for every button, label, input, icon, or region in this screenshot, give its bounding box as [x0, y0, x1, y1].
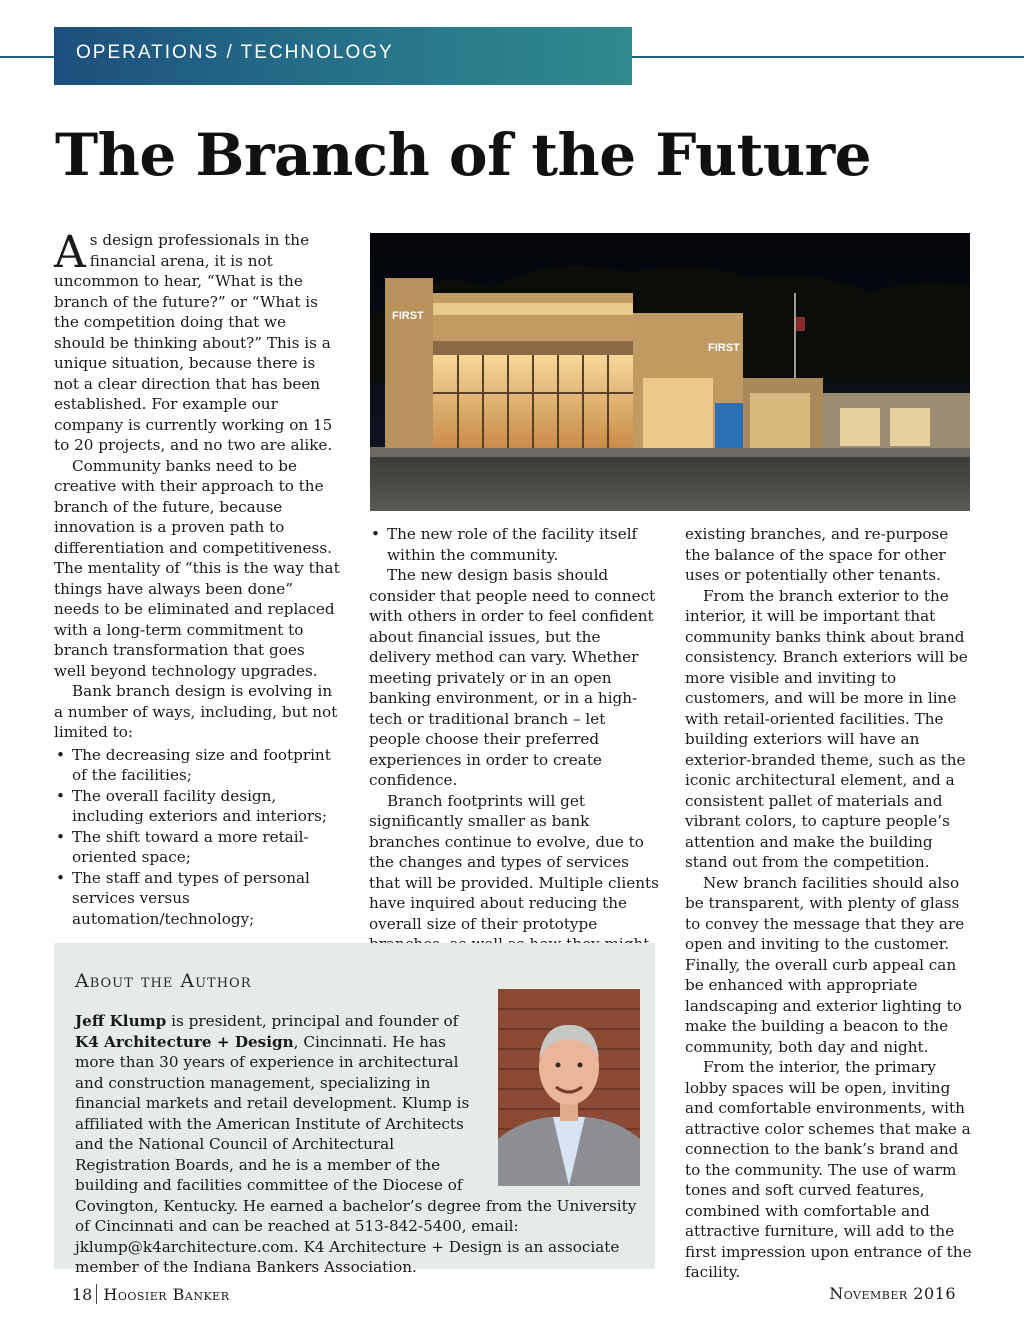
bullet-icon: •: [56, 786, 65, 805]
publication-name: Hoosier Banker: [103, 1285, 230, 1304]
paragraph: Bank branch design is evolving in a number of ways, including, but not limited to:: [54, 682, 338, 741]
sign-text: FIRST: [392, 310, 424, 322]
paragraph: From the interior, the primary lobby spaces will be open, inviting and comfortable environments, with attractive color schemes that make a connection to the bank’s brand and to the community. The use of warm tones and soft curved features, combined with comfortable and attractive furniture, will add to the first impression upon entrance of the facility.: [685, 1058, 972, 1281]
article-title: The Branch of the Future: [55, 121, 872, 189]
about-author-box: [54, 943, 655, 1276]
bullet-list: [369, 524, 661, 565]
paragraph: Community banks need to be creative with their approach to the branch of the future, because innovation is a proven path to differentiation and competitiveness. The mentality of “this is the way that things have always been done” needs to be eliminated and replaced with a long-term commitment to branch transformation that goes well beyond technology upgrades.: [54, 456, 340, 680]
footer-divider: [96, 1284, 97, 1304]
author-bio: [75, 1011, 640, 1278]
page-number: 18: [72, 1285, 93, 1304]
column-2: [369, 524, 661, 975]
paragraph: The new design basis should consider that people need to connect with others in order to feel confident about financial issues, but the delivery method can vary. Whether meeting privately or in an open banking environment, or in a high-tech or traditional branch – let people choose their preferred experiences in order to create confidence.: [369, 566, 656, 789]
bullet-list: [54, 745, 340, 930]
author-firm: K4 Architecture + Design: [75, 1032, 294, 1051]
author-portrait-image: [498, 989, 640, 1186]
bullet-item: • The shift toward a more retail-oriented space;: [56, 827, 309, 866]
bullet-icon: •: [56, 745, 65, 764]
sign-text: FIRST: [708, 342, 740, 354]
drop-cap: A: [54, 227, 86, 278]
paragraph: existing branches, and re-purpose the balance of the space for other uses or potentially other tenants.: [685, 525, 949, 584]
author-bio-text: Jeff Klump is president, principal and founder of K4 Architecture + Design, Cincinnati. He has more than 30 years of experience in architectural and construction management, specializing in financial markets and retail development. Klump is affiliated with the American Institute of Architects and the National Council of Architectural Registration Boards, and he is a member of the building and facilities committee of the Diocese of Covington, Kentucky. He earned a bachelor’s degree from the University of Cincinnati and can be reached at 513-842-5400, email: jklump@k4architecture.com. K4 Architecture + Design is an associate member of the Indiana Bankers Association.: [75, 1012, 637, 1276]
column-1: [54, 227, 340, 929]
issue-date: November 2016: [829, 1284, 956, 1303]
section-label: OPERATIONS / TECHNOLOGY: [76, 42, 394, 63]
bullet-item: • The decreasing size and footprint of the facilities;: [56, 745, 331, 784]
about-author-heading: About the Author: [75, 970, 252, 992]
bullet-icon: •: [56, 868, 65, 887]
bullet-item: • The overall facility design, including exteriors and interiors;: [56, 786, 328, 825]
author-name: Jeff Klump: [75, 1012, 167, 1030]
bullet-item: • The new role of the facility itself within the community.: [371, 525, 638, 564]
author-photo: [498, 989, 640, 1186]
section-banner: [54, 27, 632, 85]
intro-paragraph: [54, 227, 340, 456]
paragraph: New branch facilities should also be transparent, with plenty of glass to convey the message that they are open and inviting to the customer. Finally, the overall curb appeal can be enhanced with appropriate landscaping and exterior lighting to make the building a beacon to the community, both day and night.: [685, 873, 965, 1056]
bullet-icon: •: [56, 827, 65, 846]
branch-building-photo: [370, 233, 970, 511]
bullet-item: • The staff and types of personal services versus automation/technology;: [56, 868, 310, 928]
footer-left: [72, 1284, 229, 1304]
bullet-icon: •: [371, 525, 380, 543]
paragraph: From the branch exterior to the interior, it will be important that community banks think about brand consistency. Branch exteriors will be more visible and inviting to customers, and will be more in line with retail-oriented facilities. The building exteriors will have an exterior-branded theme, such as the iconic architectural element, and a consistent pallet of materials and vibrant colors, to capture people’s attention and make the building stand out from the competition.: [685, 586, 968, 871]
paragraph: Branch footprints will get significantly smaller as bank branches continue to evolve, due to the changes and types of services that will be provided. Multiple clients have inquired about reducing the overall size of their prototype: [369, 791, 659, 933]
column-3: [685, 524, 973, 1283]
bank-building-illustration: [370, 233, 970, 511]
intro-text: s design professionals in the financial arena, it is not uncommon to hear, “What is the branch of the future?” or “What is the competition doing that we should be thinking about?” This is a unique situation, because there is not a clear direction that has been established. For example our company is currently working on 15 to 20 projects, and no two are alike.: [54, 231, 333, 454]
